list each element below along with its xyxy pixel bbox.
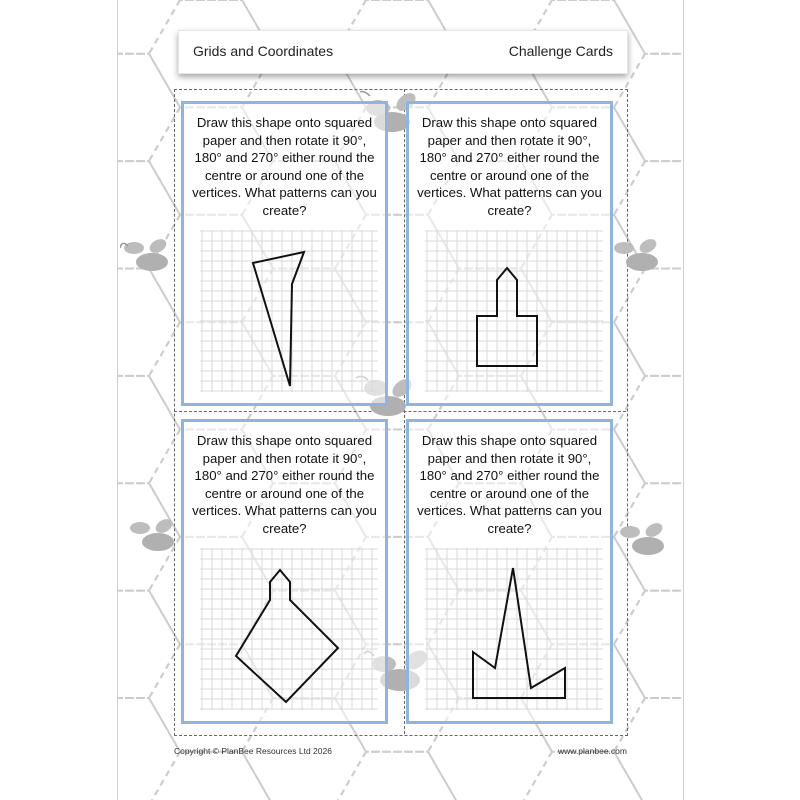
copyright-text: Copyright © PlanBee Resources Ltd 2026 (174, 746, 332, 756)
shape-outline (236, 570, 338, 702)
bee-icon (126, 516, 186, 556)
bee-icon (616, 520, 676, 560)
shape-grid (425, 548, 603, 710)
page-title: Grids and Coordinates (193, 43, 334, 59)
bee-icon (120, 236, 180, 276)
website-link[interactable]: www.planbee.com (558, 746, 627, 756)
card-instruction: Draw this shape onto squared paper and then rotate it 90°, 180° and 270° either round the centre or around one of the vertices. What patterns can you create? (417, 433, 602, 536)
challenge-card-2 (406, 101, 613, 406)
shape-outline (253, 252, 304, 386)
shape-grid (200, 548, 378, 710)
challenge-card-1 (181, 101, 388, 406)
worksheet-page (117, 0, 684, 800)
challenge-card-4 (406, 419, 613, 724)
card-instruction: Draw this shape onto squared paper and then rotate it 90°, 180° and 270° either round the centre or around one of the vertices. What patterns can you create? (192, 115, 377, 218)
card-instruction: Draw this shape onto squared paper and then rotate it 90°, 180° and 270° either round the centre or around one of the vertices. What patterns can you create? (192, 433, 377, 536)
challenge-card-3 (181, 419, 388, 724)
shape-grid (425, 230, 603, 392)
card-instruction: Draw this shape onto squared paper and then rotate it 90°, 180° and 270° either round the centre or around one of the vertices. What patterns can you create? (417, 115, 602, 218)
page-header (178, 30, 628, 74)
shape-grid (200, 230, 378, 392)
page-subtitle: Challenge Cards (508, 43, 613, 59)
bee-icon (610, 236, 670, 276)
